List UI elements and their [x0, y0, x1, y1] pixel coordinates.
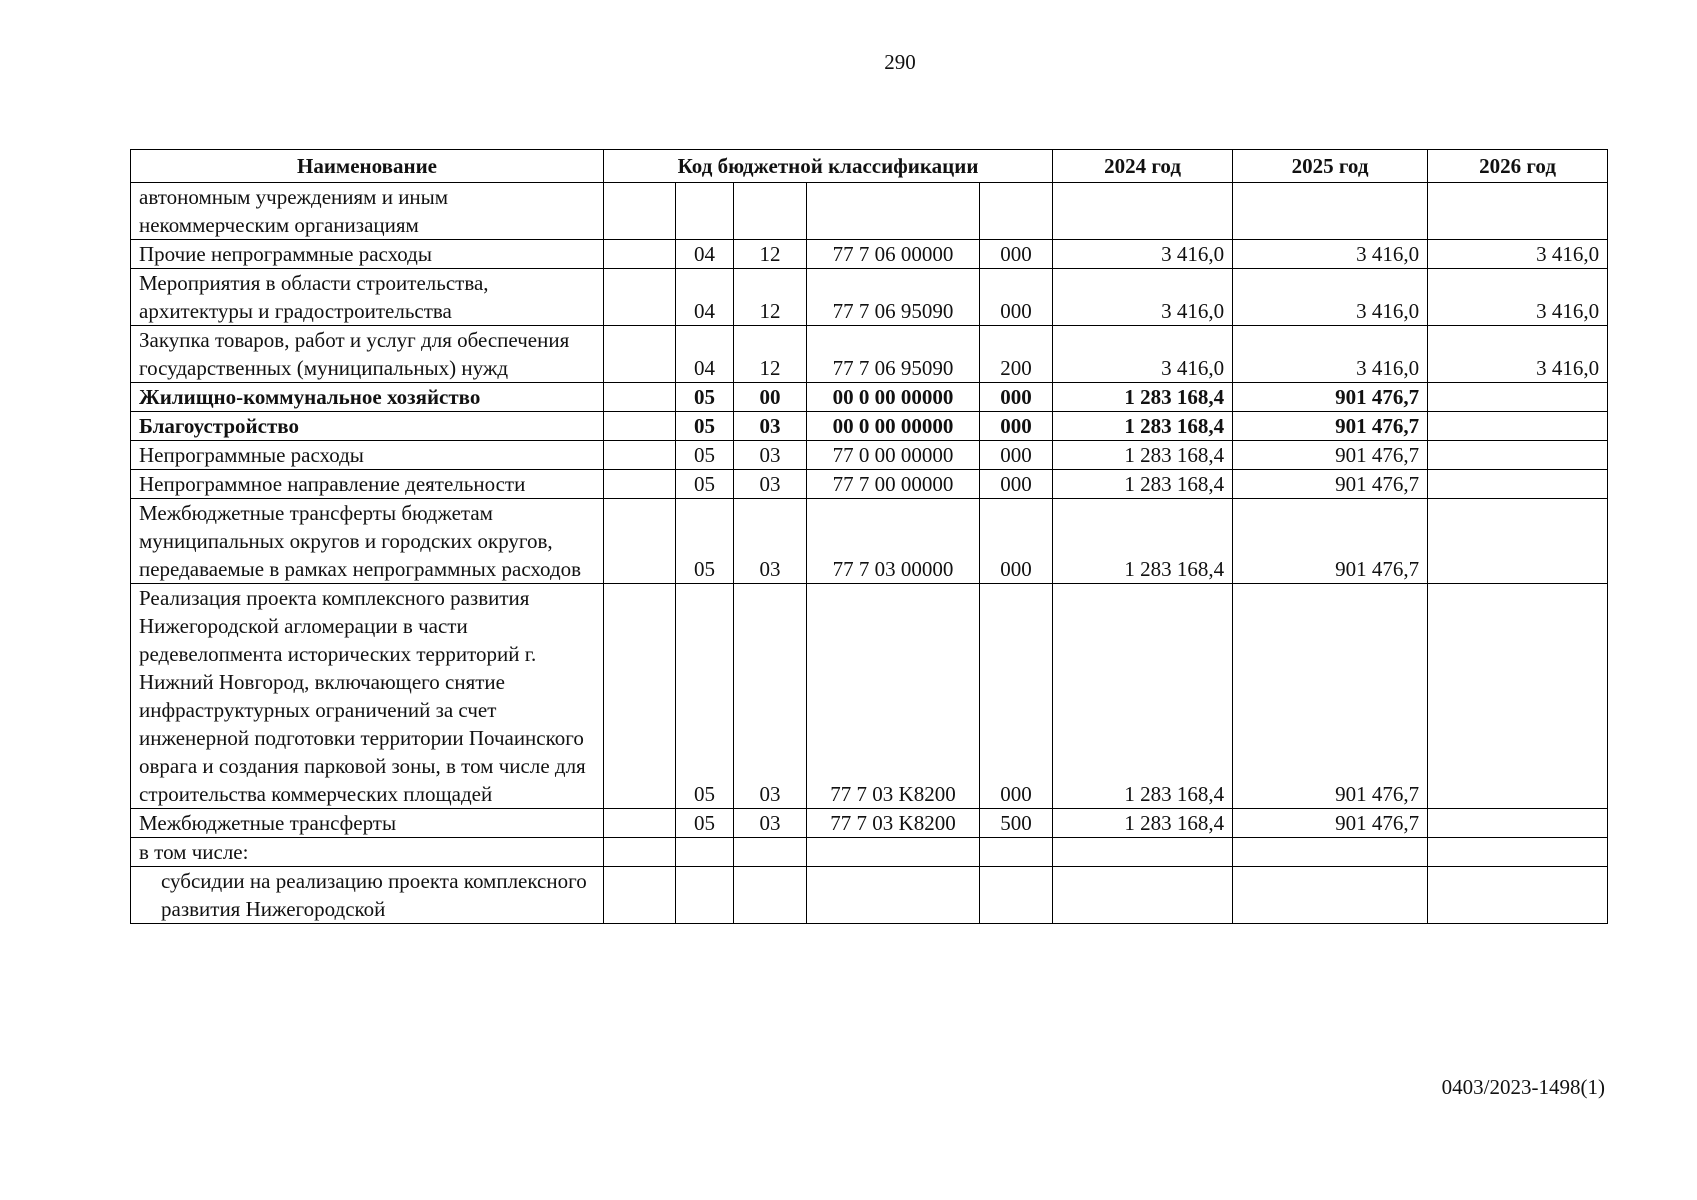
value-2024-cell: 3 416,0: [1053, 240, 1233, 269]
code-cell: 000: [980, 499, 1053, 584]
value-2026-cell: [1428, 499, 1608, 584]
row-name-cell: субсидии на реализацию проекта комплексного развития Нижегородской: [131, 867, 604, 924]
value-2024-cell: [1053, 867, 1233, 924]
value-2025-cell: 901 476,7: [1233, 809, 1428, 838]
code-cell: 03: [734, 412, 807, 441]
row-name-cell: Непрограммное направление деятельности: [131, 470, 604, 499]
code-cell: [604, 838, 676, 867]
value-2026-cell: [1428, 441, 1608, 470]
value-2025-cell: 901 476,7: [1233, 412, 1428, 441]
value-2024-cell: 1 283 168,4: [1053, 470, 1233, 499]
value-2025-cell: 901 476,7: [1233, 470, 1428, 499]
value-2025-cell: 901 476,7: [1233, 499, 1428, 584]
code-cell: [604, 867, 676, 924]
code-cell: [980, 867, 1053, 924]
code-cell: 05: [676, 441, 734, 470]
code-cell: 77 7 03 00000: [807, 499, 980, 584]
table-row: [131, 867, 1608, 924]
code-cell: [980, 183, 1053, 240]
code-cell: 00: [734, 383, 807, 412]
row-name-cell: Жилищно-коммунальное хозяйство: [131, 383, 604, 412]
code-cell: 03: [734, 470, 807, 499]
value-2024-cell: 3 416,0: [1053, 326, 1233, 383]
code-cell: 77 7 06 95090: [807, 326, 980, 383]
code-cell: 500: [980, 809, 1053, 838]
code-cell: 05: [676, 470, 734, 499]
table-row: [131, 326, 1608, 383]
code-cell: 05: [676, 809, 734, 838]
code-cell: [807, 183, 980, 240]
code-cell: 03: [734, 584, 807, 809]
code-cell: [604, 183, 676, 240]
budget-table: [130, 149, 1608, 924]
table-row: [131, 383, 1608, 412]
code-cell: [604, 499, 676, 584]
table-row: [131, 183, 1608, 240]
value-2026-cell: 3 416,0: [1428, 269, 1608, 326]
row-name-cell: Закупка товаров, работ и услуг для обеспечения государственных (муниципальных) нужд: [131, 326, 604, 383]
row-name-cell: автономным учреждениям и иным некоммерческим организациям: [131, 183, 604, 240]
header-2026: 2026 год: [1428, 150, 1608, 183]
code-cell: 77 7 00 00000: [807, 470, 980, 499]
value-2025-cell: 901 476,7: [1233, 584, 1428, 809]
value-2024-cell: 1 283 168,4: [1053, 412, 1233, 441]
code-cell: [734, 838, 807, 867]
value-2024-cell: 1 283 168,4: [1053, 499, 1233, 584]
code-cell: [980, 838, 1053, 867]
code-cell: [604, 441, 676, 470]
table-row: [131, 240, 1608, 269]
value-2024-cell: 1 283 168,4: [1053, 809, 1233, 838]
code-cell: [734, 867, 807, 924]
code-cell: 05: [676, 499, 734, 584]
code-cell: [604, 470, 676, 499]
value-2026-cell: [1428, 183, 1608, 240]
code-cell: [604, 240, 676, 269]
row-name-cell: в том числе:: [131, 838, 604, 867]
code-cell: 000: [980, 470, 1053, 499]
row-name-cell: Прочие непрограммные расходы: [131, 240, 604, 269]
code-cell: [807, 867, 980, 924]
row-name-cell: Межбюджетные трансферты бюджетам муниципальных округов и городских округов, передаваемые в рамках непрограммных расходов: [131, 499, 604, 584]
code-cell: 000: [980, 269, 1053, 326]
value-2025-cell: 3 416,0: [1233, 269, 1428, 326]
value-2025-cell: [1233, 867, 1428, 924]
value-2024-cell: 3 416,0: [1053, 269, 1233, 326]
value-2025-cell: 3 416,0: [1233, 240, 1428, 269]
value-2026-cell: [1428, 867, 1608, 924]
value-2026-cell: [1428, 838, 1608, 867]
table-row: [131, 499, 1608, 584]
value-2024-cell: 1 283 168,4: [1053, 441, 1233, 470]
header-code: Код бюджетной классификации: [604, 150, 1053, 183]
code-cell: [676, 867, 734, 924]
row-name-cell: Мероприятия в области строительства, архитектуры и градостроительства: [131, 269, 604, 326]
value-2026-cell: 3 416,0: [1428, 240, 1608, 269]
code-cell: 77 7 03 K8200: [807, 809, 980, 838]
code-cell: 00 0 00 00000: [807, 383, 980, 412]
code-cell: 000: [980, 441, 1053, 470]
table-row: [131, 584, 1608, 809]
code-cell: 77 7 06 00000: [807, 240, 980, 269]
code-cell: 03: [734, 809, 807, 838]
value-2026-cell: [1428, 470, 1608, 499]
row-name-cell: Реализация проекта комплексного развития Нижегородской агломерации в части редевелопмента исторических территорий г. Нижний Новгород, включающего снятие инфраструктурных ограничений за счет инженерной подготовки территории Почаинского оврага и создания парковой зоны, в том числе для строительства коммерческих площадей: [131, 584, 604, 809]
value-2024-cell: 1 283 168,4: [1053, 584, 1233, 809]
value-2025-cell: [1233, 838, 1428, 867]
code-cell: 12: [734, 269, 807, 326]
value-2025-cell: 3 416,0: [1233, 326, 1428, 383]
value-2025-cell: [1233, 183, 1428, 240]
code-cell: 000: [980, 240, 1053, 269]
document-code: 0403/2023-1498(1): [1441, 1075, 1605, 1099]
code-cell: [807, 838, 980, 867]
code-cell: 77 0 00 00000: [807, 441, 980, 470]
code-cell: [604, 412, 676, 441]
code-cell: 12: [734, 326, 807, 383]
value-2024-cell: [1053, 183, 1233, 240]
header-2025: 2025 год: [1233, 150, 1428, 183]
value-2024-cell: [1053, 838, 1233, 867]
code-cell: 03: [734, 441, 807, 470]
code-cell: 000: [980, 584, 1053, 809]
table-row: [131, 412, 1608, 441]
code-cell: [604, 326, 676, 383]
table-row: [131, 470, 1608, 499]
code-cell: 05: [676, 412, 734, 441]
table-row: [131, 441, 1608, 470]
table-row: [131, 269, 1608, 326]
table-row: [131, 809, 1608, 838]
code-cell: 03: [734, 499, 807, 584]
value-2026-cell: [1428, 809, 1608, 838]
page-number: 290: [884, 50, 916, 74]
table-row: [131, 838, 1608, 867]
table-header-row: [131, 150, 1608, 183]
value-2026-cell: [1428, 584, 1608, 809]
header-name: Наименование: [131, 150, 604, 183]
code-cell: 04: [676, 269, 734, 326]
row-name-cell: Непрограммные расходы: [131, 441, 604, 470]
code-cell: 000: [980, 412, 1053, 441]
code-cell: 00 0 00 00000: [807, 412, 980, 441]
value-2026-cell: [1428, 412, 1608, 441]
code-cell: [604, 383, 676, 412]
code-cell: 77 7 06 95090: [807, 269, 980, 326]
row-name-cell: Межбюджетные трансферты: [131, 809, 604, 838]
code-cell: [604, 584, 676, 809]
code-cell: 12: [734, 240, 807, 269]
code-cell: 000: [980, 383, 1053, 412]
value-2026-cell: 3 416,0: [1428, 326, 1608, 383]
code-cell: [604, 809, 676, 838]
code-cell: [604, 269, 676, 326]
code-cell: [676, 838, 734, 867]
value-2025-cell: 901 476,7: [1233, 441, 1428, 470]
code-cell: 05: [676, 584, 734, 809]
row-name-cell: Благоустройство: [131, 412, 604, 441]
value-2026-cell: [1428, 383, 1608, 412]
code-cell: [676, 183, 734, 240]
code-cell: 200: [980, 326, 1053, 383]
code-cell: 05: [676, 383, 734, 412]
value-2024-cell: 1 283 168,4: [1053, 383, 1233, 412]
code-cell: 04: [676, 240, 734, 269]
code-cell: 77 7 03 K8200: [807, 584, 980, 809]
code-cell: [734, 183, 807, 240]
value-2025-cell: 901 476,7: [1233, 383, 1428, 412]
code-cell: 04: [676, 326, 734, 383]
header-2024: 2024 год: [1053, 150, 1233, 183]
